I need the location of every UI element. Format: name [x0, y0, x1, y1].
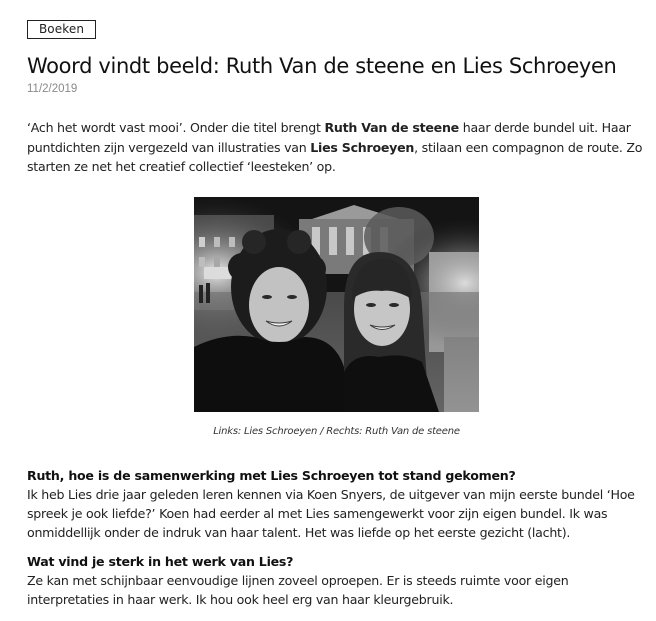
interview-question: Ruth, hoe is de samenwerking met Lies Schroeyen tot stand gekomen?: [27, 468, 516, 483]
category-tag-link[interactable]: Boeken: [27, 20, 96, 39]
lead-text-3: , stilaan een compagnon de route. Zo starten ze net het creatief collectief ‘leesteken’ op.: [27, 139, 643, 174]
article-title: Woord vindt beeld: Ruth Van de steene en Lies Schroeyen: [27, 54, 617, 78]
article-figure: [194, 197, 479, 437]
qa-block-1: [27, 466, 652, 542]
lead-text-1: ‘Ach het wordt vast mooi’. Onder die titel brengt: [27, 120, 325, 135]
lead-bold-author: Ruth Van de steene: [324, 120, 459, 135]
article-photo: [194, 197, 479, 412]
interview-answer: Ze kan met schijnbaar eenvoudige lijnen zoveel oproepen. Er is steeds ruimte voor eigen interpretaties in haar werk. Ik hou ook heel erg van haar kleurgebruik.: [27, 573, 569, 607]
article-lead: [27, 118, 647, 177]
interview-answer: Ik heb Lies drie jaar geleden leren kennen via Koen Snyers, de uitgever van mijn eerste bundel ‘Hoe spreek je ook liefde?’ Koen had eerder al met Lies samengewerkt voor zijn eigen bundel. Ik was onmiddellijk onder de indruk van haar talent. Het was liefde op het eerste gezicht (lacht).: [27, 487, 635, 540]
publish-date: 11/2/2019: [27, 83, 78, 95]
lead-bold-illustrator: Lies Schroeyen: [310, 139, 415, 155]
lead-text-2: haar derde bundel uit. Haar puntdichten zijn vergezeld van illustraties van: [27, 120, 631, 155]
interview-question: Wat vind je sterk in het werk van Lies?: [27, 554, 294, 569]
photo-caption: Links: Lies Schroeyen / Rechts: Ruth Van de steene: [213, 426, 460, 437]
qa-block-2: [27, 552, 652, 609]
